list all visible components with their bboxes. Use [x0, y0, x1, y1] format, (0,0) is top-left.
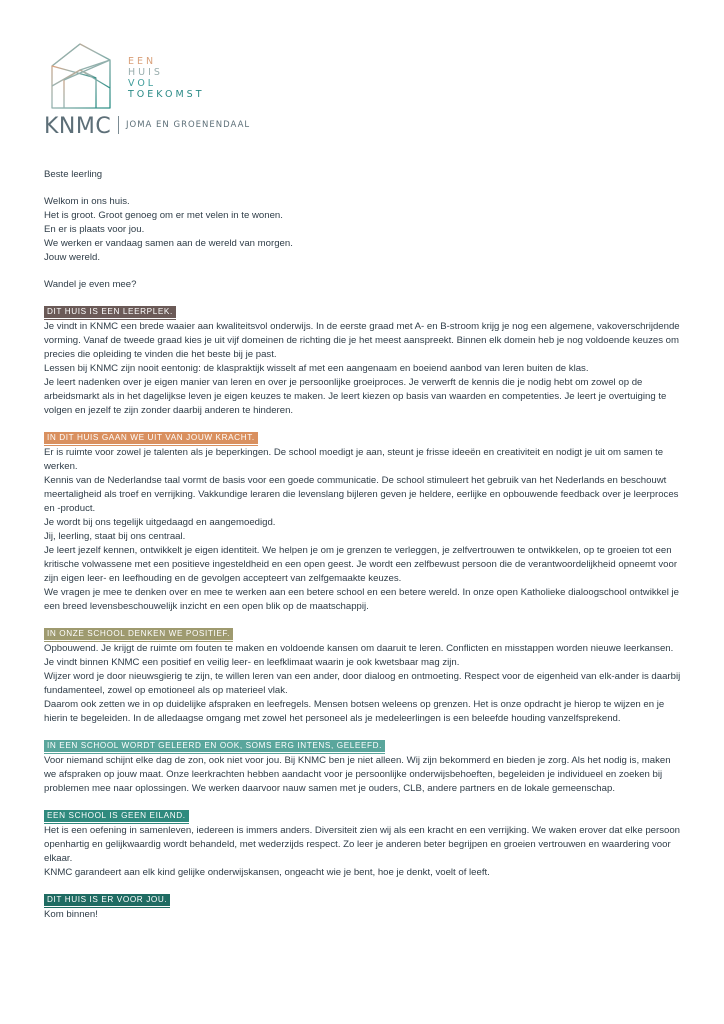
- section-heading: IN DIT HUIS GAAN WE UIT VAN JOUW KRACHT.: [44, 432, 258, 445]
- section-heading: DIT HUIS IS ER VOOR JOU.: [44, 894, 170, 907]
- section-paragraph: Het is een oefening in samenleven, iedereen is immers anders. Diversiteit zien wij als een kracht en een verrijking. We waken erover dat elke persoon openhartig en gelijkwaardig wordt behandeld, met wederzijds respect. Zo leer je anderen beter begrijpen en groeien vertrouwen en waardering voor elkaar.: [44, 825, 680, 864]
- intro-line: En er is plaats voor jou.: [44, 224, 145, 235]
- section-paragraph: Opbouwend. Je krijgt de ruimte om fouten te maken en voldoende kansen om daaruit te leren. Conflicten en misstappen worden nieuwe leerkansen. Je vindt binnen KNMC een positief en veilig leer- en leefklimaat waarin je ook kwetsbaar mag zijn.: [44, 643, 674, 668]
- section-heading: EEN SCHOOL IS GEEN EILAND.: [44, 810, 189, 823]
- brand-subtitle: JOMA EN GROENENDAAL: [126, 120, 251, 130]
- section-paragraph: Je leert jezelf kennen, ontwikkelt je eigen identiteit. We helpen je om je grenzen te verleggen, je zelfvertrouwen te ontwikkelen, op te groeien tot een kritische volwassene met een positieve ingesteldheid en een open geest. Je wordt een zelfbewust persoon die de verantwoordelijkheid opneemt voor zijn eigen leer- en leefhouding en de gevolgen accepteert van zelfgemaakte keuzes.: [44, 545, 678, 584]
- intro-line: Het is groot. Groot genoeg om er met velen in te wonen.: [44, 210, 283, 221]
- section-heading: IN EEN SCHOOL WORDT GELEERD EN OOK, SOMS ERG INTENS, GELEEFD.: [44, 740, 385, 753]
- section-heading: IN ONZE SCHOOL DENKEN WE POSITIEF.: [44, 628, 233, 641]
- tagline-line: HUIS: [128, 67, 163, 78]
- tagline-line: EEN: [128, 56, 157, 67]
- house-logo-icon: [44, 40, 122, 112]
- section: [44, 305, 684, 418]
- section-paragraph: KNMC garandeert aan elk kind gelijke onderwijskansen, ongeacht wie je bent, hoe je denkt, voelt of leeft.: [44, 867, 490, 878]
- section-paragraph: Er is ruimte voor zowel je talenten als je beperkingen. De school moedigt je aan, steunt je frisse ideeën en creativiteit en nodigt je uit om samen te werken.: [44, 447, 664, 472]
- section-paragraph: Kom binnen!: [44, 909, 98, 920]
- section: [44, 431, 684, 614]
- sections: [44, 305, 684, 922]
- section-paragraph: Wijzer word je door nieuwsgierig te zijn, te willen leren van een ander, door dialoog en ontmoeting. Respect voor de eigenheid van elk-ander is daarbij fundamenteel, zowel op emotioneel als op materieel vlak.: [44, 671, 681, 696]
- brand-divider: [118, 116, 119, 134]
- section: [44, 809, 684, 880]
- section: [44, 893, 684, 922]
- section-heading: DIT HUIS IS EEN LEERPLEK.: [44, 306, 176, 319]
- section-paragraph: Jij, leerling, staat bij ons centraal.: [44, 531, 186, 542]
- section-paragraph: Je vindt in KNMC een brede waaier aan kwaliteitsvol onderwijs. In de eerste graad met A- en B-stroom krijg je nog een algemene, vakoverschrijdende vorming. Vanaf de tweede graad kies je uit vijf domeinen de richting die je het meest aanspreekt. Binnen elk domein heb je nog voldoende keuzes om precies die opleiding te vinden die het beste bij je past.: [44, 321, 680, 360]
- intro-block: [44, 195, 684, 265]
- section-paragraph: Voor niemand schijnt elke dag de zon, ook niet voor jou. Bij KNMC ben je niet alleen. Wij zijn bekommerd en bieden je zorg. Als het nodig is, maken we afspraken op jouw maat. Onze leerkrachten hebben aandacht voor je persoonlijke onderwijsbehoeften, begeleiden je individueel en zoeken bij problemen mee naar oplossingen. We werken daarvoor nauw samen met je ouders, CLB, andere partners en de lokale gemeenschap.: [44, 755, 671, 794]
- tagline-line: VOL: [128, 78, 157, 89]
- section-paragraph: Kennis van de Nederlandse taal vormt de basis voor een goede communicatie. De school stimuleert het gebruik van het Nederlands en beschouwt meertaligheid als troef en verrijking. Vakkundige leraren die levenslang bijleren geven je heldere, eerlijke en opbouwende feedback over je leerproces en -product.: [44, 475, 679, 514]
- section-paragraph: Daarom ook zetten we in op duidelijke afspraken en leefregels. Mensen botsen weleens op grenzen. Het is onze opdracht je hierop te wijzen en je hierin te begeleiden. In de alledaagse omgang met zowel het personeel als je medeleerlingen is een beleefde houding vanzelfsprekend.: [44, 699, 665, 724]
- section-paragraph: Lessen bij KNMC zijn nooit eentonig: de klaspraktijk wisselt af met een aangenaam en boeiend aanbod van leren buiten de klas.: [44, 363, 589, 374]
- tagline-line: TOEKOMST: [128, 89, 205, 100]
- section: [44, 739, 684, 796]
- letter-body: [44, 168, 684, 935]
- intro-line: Welkom in ons huis.: [44, 196, 130, 207]
- knmc-logo: [44, 40, 304, 140]
- question: Wandel je even mee?: [44, 279, 137, 290]
- section-paragraph: Je leert nadenken over je eigen manier van leren en over je persoonlijke groeiproces. Je verwerft de kennis die je nodig hebt om zowel op de arbeidsmarkt als in het dagelijkse leven je eigen keuzes te maken. Je leert kiezen op basis van waarden en competenties. Je leert je overtuiging te volgen en jezelf te zijn zonder daarbij anderen te hinderen.: [44, 377, 667, 416]
- section-paragraph: We vragen je mee te denken over en mee te werken aan een betere school en een betere wereld. In onze open Katholieke dialoogschool ontwikkel je een breed levensbeschouwelijk inzicht en een open blik op de maatschappij.: [44, 587, 680, 612]
- intro-line: We werken er vandaag samen aan de wereld van morgen.: [44, 238, 293, 249]
- greeting: Beste leerling: [44, 169, 103, 180]
- section-paragraph: Je wordt bij ons tegelijk uitgedaagd en aangemoedigd.: [44, 517, 276, 528]
- brand-name: KNMC: [44, 114, 112, 139]
- section: [44, 627, 684, 726]
- intro-line: Jouw wereld.: [44, 252, 100, 263]
- tagline: [128, 56, 205, 100]
